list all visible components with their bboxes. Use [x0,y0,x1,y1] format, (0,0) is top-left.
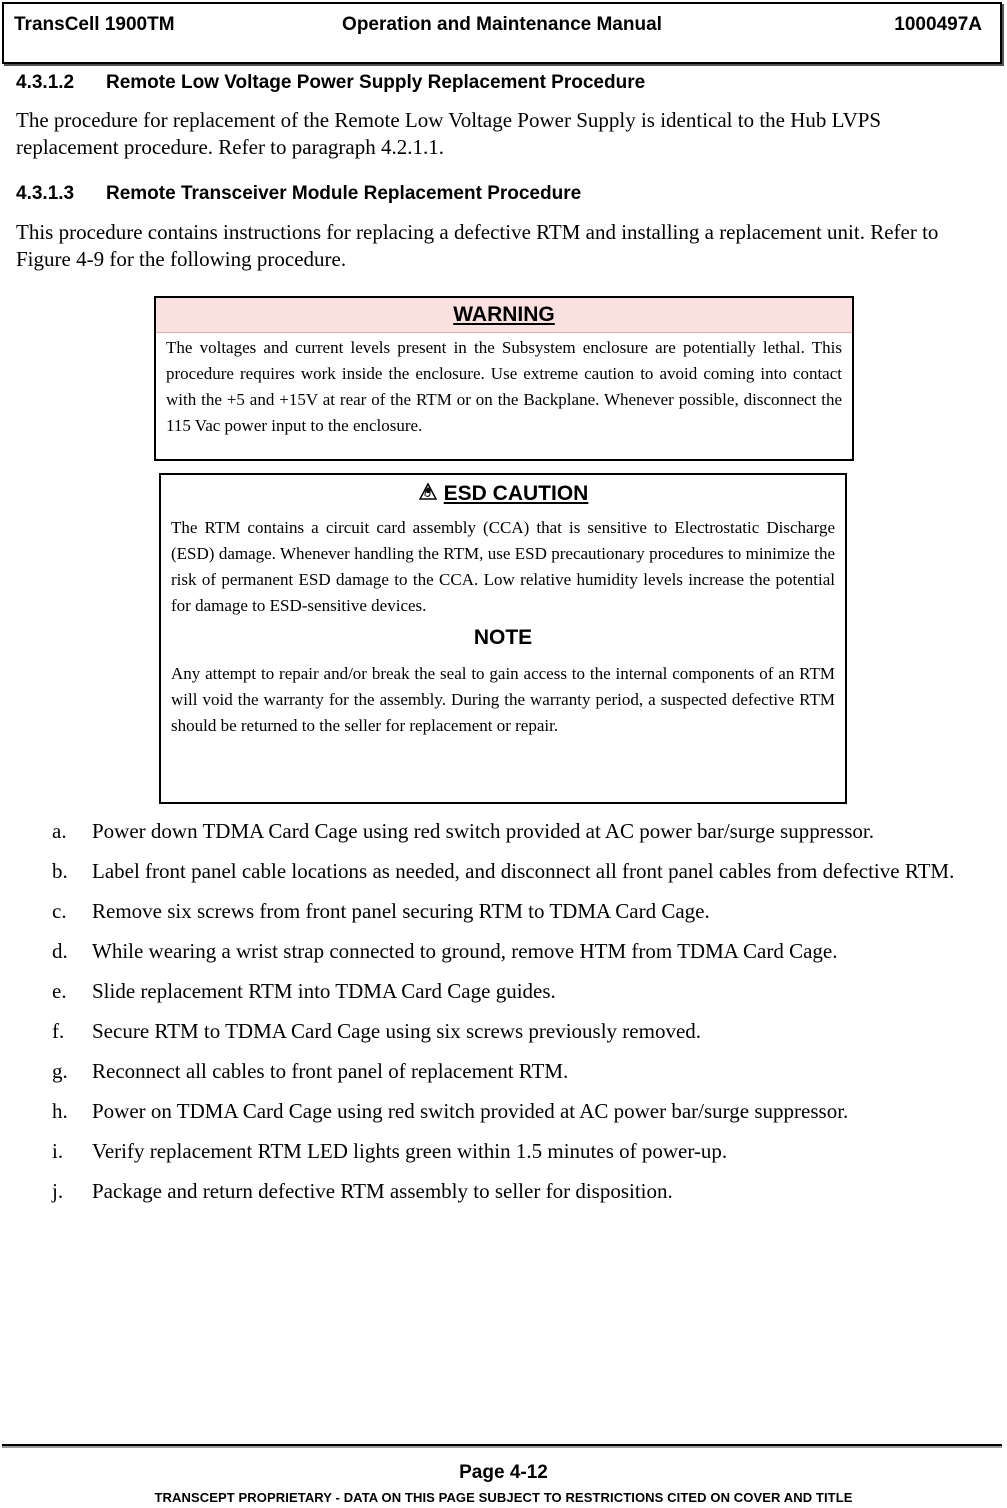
page-header [2,2,1002,64]
esd-caution-box [159,473,847,804]
step-text: Power on TDMA Card Cage using red switch provided at AC power bar/surge suppressor. [92,1099,849,1123]
note-text: Any attempt to repair and/or break the seal to gain access to the internal components of an RTM will void the warranty for the assembly. During the warranty period, a suspected defective RTM should be returned to the seller for replacement or repair. [171,664,835,735]
step-letter: j. [52,1179,64,1203]
section-body-4-3-1-2: The procedure for replacement of the Remote Low Voltage Power Supply is identical to the Hub LVPS replacement procedure. Refer to paragraph 4.2.1.1. [16,108,882,159]
step-letter: a. [52,819,67,843]
procedure-steps [52,818,972,1218]
list-item [52,978,972,1004]
step-letter: b. [52,859,68,883]
warning-box [154,296,854,461]
step-text: While wearing a wrist strap connected to ground, remove HTM from TDMA Card Cage. [92,939,838,963]
section-heading-4-3-1-3 [16,183,581,205]
section-heading-4-3-1-2 [16,72,645,94]
step-letter: f. [52,1019,65,1043]
step-text: Slide replacement RTM into TDMA Card Cage guides. [92,979,556,1003]
footer-proprietary-notice: TRANSCEPT PROPRIETARY - DATA ON THIS PAGE SUBJECT TO RESTRICTIONS CITED ON COVER AND TITLE [154,1490,853,1505]
list-item [52,818,972,844]
esd-hand-icon [418,482,438,502]
step-letter: d. [52,939,68,963]
section-title: Remote Transceiver Module Replacement Procedure [106,183,582,204]
list-item [52,1018,972,1044]
step-text: Secure RTM to TDMA Card Cage using six screws previously removed. [92,1019,702,1043]
step-letter: g. [52,1059,68,1083]
header-doc-number: 1000497A [894,14,982,35]
step-letter: e. [52,979,67,1003]
list-item [52,1178,972,1204]
section-title: Remote Low Voltage Power Supply Replacement Procedure [106,72,646,93]
header-product: TransCell 1900TM [14,14,175,35]
esd-caution-heading [161,479,845,509]
step-text: Remove six screws from front panel securing RTM to TDMA Card Cage. [92,899,710,923]
list-item [52,938,972,964]
list-item [52,1138,972,1164]
list-item [52,1098,972,1124]
step-text: Reconnect all cables to front panel of replacement RTM. [92,1059,569,1083]
step-text: Package and return defective RTM assembly to seller for disposition. [92,1179,673,1203]
footer-divider [2,1444,1002,1448]
step-text: Verify replacement RTM LED lights green within 1.5 minutes of power-up. [92,1139,728,1163]
list-item [52,1058,972,1084]
header-manual-title: Operation and Maintenance Manual [342,14,662,35]
list-item [52,858,972,884]
section-number: 4.3.1.3 [16,183,75,204]
section-body-4-3-1-3: This procedure contains instructions for replacing a defective RTM and installing a replacement unit. Refer to Figure 4-9 for the following procedure. [16,220,939,271]
section-number: 4.3.1.2 [16,72,75,93]
step-text: Label front panel cable locations as needed, and disconnect all front panel cables from defective RTM. [92,859,955,883]
step-text: Power down TDMA Card Cage using red switch provided at AC power bar/surge suppressor. [92,819,874,843]
footer-page-number: Page 4-12 [459,1462,548,1483]
esd-caution-title: ESD CAUTION [443,482,589,505]
list-item [52,898,972,924]
note-title: NOTE [473,626,533,649]
step-letter: h. [52,1099,68,1123]
step-letter: i. [52,1139,64,1163]
warning-title: WARNING [156,298,852,333]
esd-caution-text: The RTM contains a circuit card assembly (CCA) that is sensitive to Electrostatic Discharge (ESD) damage. Whenever handling the RTM, use ESD precautionary procedures to minimize the risk of permanent ESD damage to the CCA. Low relative humidity levels increase the potential for damage to ESD-sensitive devices. [171,518,835,615]
warning-text: The voltages and current levels present in the Subsystem enclosure are potentially lethal. This procedure requires work inside the enclosure. Use extreme caution to avoid coming into contact with the +5 and +15V at rear of the RTM or on the Backplane. Whenever possible, disconnect the 115 Vac power input to the enclosure. [166,338,842,435]
step-letter: c. [52,899,67,923]
